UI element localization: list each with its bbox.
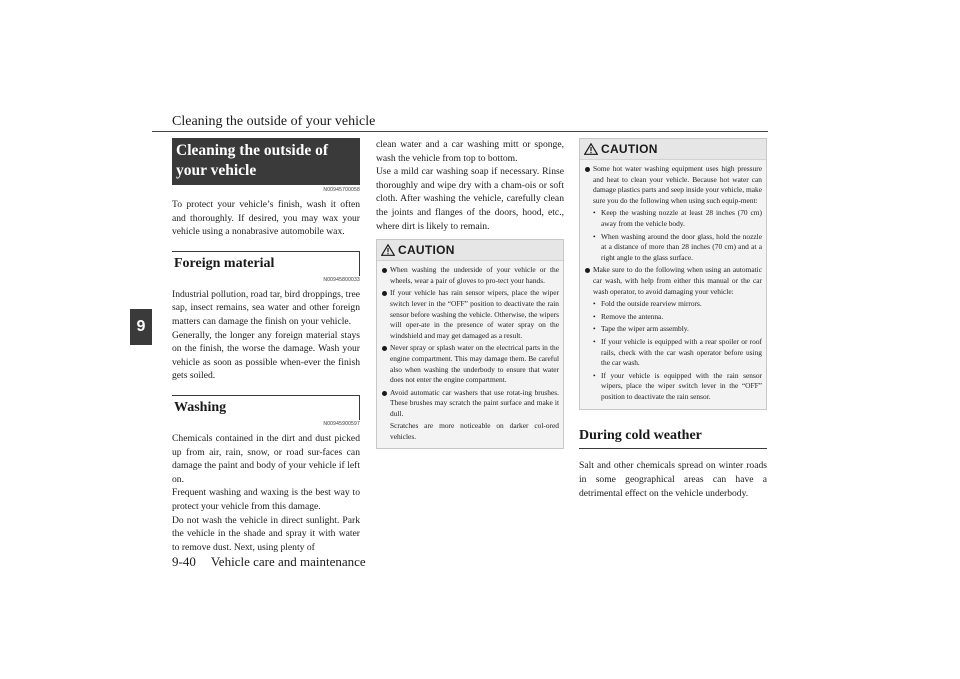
caution-label: CAUTION [398, 243, 455, 258]
caution-subitem: • If your vehicle is equipped with a rear spoiler or roof rails, check with the car wash operator before using the car wash. [584, 337, 762, 369]
washing-continued-1: clean water and a car washing mitt or sponge, wash the vehicle from top to bottom. [376, 139, 564, 164]
intro-paragraph: To protect your vehicle’s finish, wash it often and thoroughly. If desired, you may wax your vehicle using a nonabrasive automobile wax. [172, 199, 360, 238]
caution-item: Some hot water washing equipment uses high pressure and heat to clean your vehicle. Because hot water can damage plastics parts and seep inside your vehicle, make sure you do the following when using such equip-ment: [584, 164, 762, 206]
column-2 [376, 138, 564, 449]
caution-subitem: • Keep the washing nozzle at least 28 inches (70 cm) away from the vehicle body. [584, 208, 762, 229]
caution-header [377, 240, 563, 261]
caution-label: CAUTION [601, 142, 658, 156]
warning-triangle-icon [584, 143, 598, 155]
caution-subitem: • Remove the antenna. [584, 312, 762, 323]
caution-subitem: • Fold the outside rearview mirrors. [584, 299, 762, 310]
caution-item: Never spray or splash water on the electrical parts in the engine compartment. This may damage them. Be careful also when washing the underbody to ensure that water does not enter the engine compartment. [381, 343, 559, 385]
washing-continued-2: Use a mild car washing soap if necessary. Rinse thoroughly and wipe dry with a cham-ois or soft cloth. After washing the vehicle, carefully clean the joints and flanges of the doors, hood, etc., where dirt is likely to remain. [376, 166, 564, 232]
caution-item: If your vehicle has rain sensor wipers, place the wiper switch lever in the “OFF” position to deactivate the rain sensor before washing the vehicle. Otherwise, the wipers will oper-ate in the presence of water spray on the windshield and may get damaged as a result. [381, 288, 559, 341]
chapter-tab: 9 [130, 309, 152, 345]
foreign-paragraph-2: Generally, the longer any foreign material stays on the finish, the worse the damage. Wash your vehicle as soon as possible when-ever the finish gets soiled. [172, 329, 360, 382]
main-title: Cleaning the outside of your vehicle [172, 138, 360, 185]
caution-item: When washing the underside of your vehicle or the wheels, wear a pair of gloves to pro-tect your hands. [381, 265, 559, 286]
caution-header [580, 139, 766, 160]
cold-weather-paragraph: Salt and other chemicals spread on winter roads in some geographical areas can have a detrimental effect on the vehicle underbody. [579, 460, 767, 499]
page-number: 9-40 [172, 554, 196, 569]
caution-box [376, 239, 564, 449]
column-1 [172, 138, 360, 554]
caution-box [579, 138, 767, 410]
section-code: N00945700058 [323, 187, 360, 193]
page-footer [172, 554, 366, 570]
foreign-paragraph-1: Industrial pollution, road tar, bird droppings, tree sap, insect remains, sea water and other foreign matters can damage the finish on your vehicle. [172, 288, 360, 327]
chapter-name: Vehicle care and maintenance [210, 554, 366, 569]
caution-item-note: Scratches are more noticeable on darker col-ored vehicles. [390, 421, 559, 442]
header-rule [152, 131, 768, 132]
caution-subitem: • Tape the wiper arm assembly. [584, 324, 762, 335]
running-title: Cleaning the outside of your vehicle [172, 114, 376, 129]
washing-paragraph-1: Chemicals contained in the dirt and dust picked up from air, rain, snow, or road sur-faces can damage the paint and body of your vehicle if left on. [172, 432, 360, 485]
section-code: N00945800033 [323, 276, 360, 283]
warning-triangle-icon [381, 244, 395, 256]
caution-item: Make sure to do the following when using an automatic car wash, with help from either this manual or the car wash operator, to avoid damaging your vehicle: [584, 265, 762, 297]
washing-heading: Washing [172, 395, 360, 420]
foreign-material-heading: Foreign material [172, 251, 360, 276]
caution-subitem: • If your vehicle is equipped with the rain sensor wipers, place the wiper switch lever in the “OFF” position to deactivate the rain sensor. [584, 371, 762, 403]
section-code: N00945900597 [323, 420, 360, 427]
washing-paragraph-3: Do not wash the vehicle in direct sunlight. Park the vehicle in the shade and spray it with water to remove dust. Next, using plenty of [172, 514, 360, 553]
column-3 [579, 138, 767, 500]
cold-weather-heading: During cold weather [579, 424, 767, 449]
caution-subitem: • When washing around the door glass, hold the nozzle at a distance of more than 28 inches (70 cm) and at a right angle to the glass surface. [584, 232, 762, 264]
washing-paragraph-2: Frequent washing and waxing is the best way to protect your vehicle from this damage. [172, 487, 360, 512]
caution-item: Avoid automatic car washers that use rotat-ing brushes. These brushes may scratch the paint surface and make it dull. [381, 388, 559, 420]
